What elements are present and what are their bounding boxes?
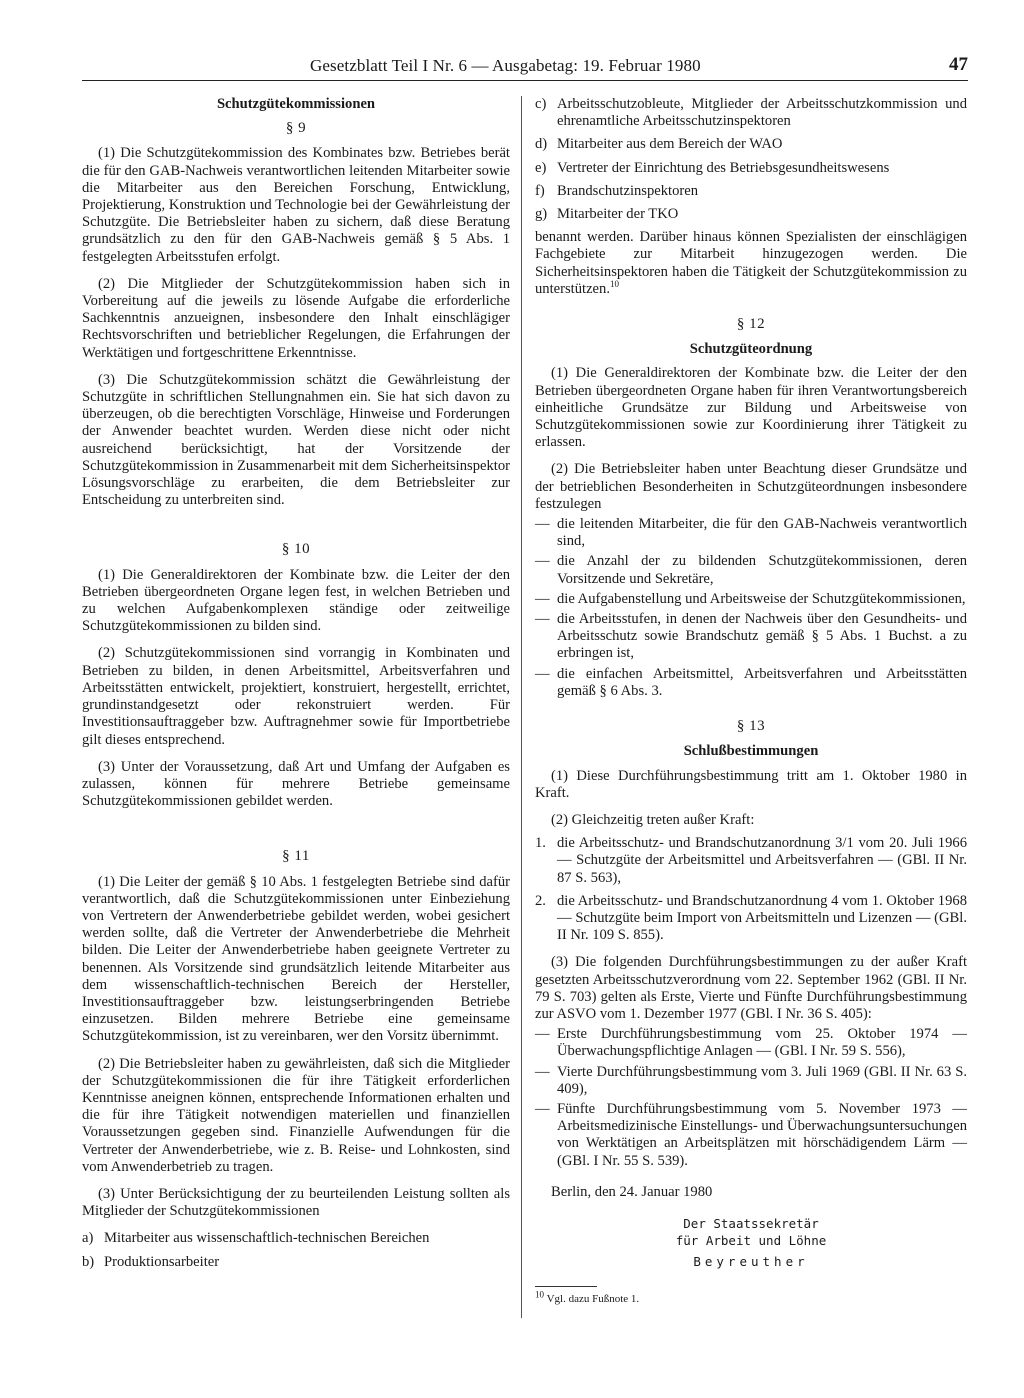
- s11-paragraph-2: (2) Die Betriebsleiter haben zu gewährleisten, daß sich die Mitglieder der Schutzgütekommissionen die für ihre Tätigkeit erforderlichen Kenntnisse aneignen können, entsprechende Informationen erhalten und die für ihre Tätigkeit notwendigen materiellen und finanziellen Voraussetzungen gegeben sind. Finanzielle Aufwendungen für die Vertreter der Anwenderbetriebe, wie z. B. Reise- und Lohnkosten, sind vom Anwenderbetrieb zu tragen.: [82, 1055, 510, 1175]
- list-marker: a): [82, 1230, 94, 1247]
- list-item: [82, 1230, 510, 1247]
- dash-item: — Fünfte Durchführungsbestimmung vom 5. November 1973 — Arbeitsmedizinische Einstellungs- und Überwachungsuntersuchungen von Werktätigen an Arbeitsplätzen mit hörschädigendem Lärm — (GBl. I Nr. 55 S. 539).: [535, 1100, 967, 1169]
- s10-paragraph-3: (3) Unter der Voraussetzung, daß Art und Umfang der Aufgaben es zulassen, können für mehrere Betriebe gemeinsame Schutzgütekommissionen gebildet werden.: [82, 758, 510, 810]
- dash-item: — die Arbeitsstufen, in denen der Nachweis über den Gesundheits- und Arbeitsschutz sowie Brandschutz gemäß § 5 Abs. 1 Buchst. a zu erbringen ist,: [535, 611, 967, 662]
- list-marker: b): [82, 1253, 95, 1270]
- s13-paragraph-2: (2) Gleichzeitig treten außer Kraft:: [551, 811, 755, 828]
- list-item: [535, 136, 967, 153]
- s13-paragraph-3: (3) Die folgenden Durchführungsbestimmungen zu der außer Kraft gesetzten Arbeitsschutzverordnung vom 22. September 1962 (GBl. II Nr. 79 S. 703) gelten als Erste, Vierte und Fünfte Durchführungsbestimmung zur ASVO vom 1. Dezember 1977 (GBl. I Nr. 36 S. 405):: [535, 954, 967, 1022]
- list-item: [535, 160, 967, 177]
- page-number: 47: [949, 54, 968, 75]
- list-item-text: Mitarbeiter aus wissenschaftlich-technischen Bereichen: [104, 1230, 430, 1247]
- list-marker: f): [535, 182, 545, 199]
- dash-item: — die Anzahl der zu bildenden Schutzgütekommissionen, deren Vorsitzende und Sekretäre,: [535, 553, 967, 587]
- s9-paragraph-3: (3) Die Schutzgütekommission schätzt die Gewährleistung der Schutzgüte in schriftlichen Stellungnahmen ein. Sie hat sich davon zu überzeugen, ob die berechtigten Vorschläge, Hinweise und Forderungen der Anwender beachtet wurden. Werden diese nicht oder nicht ausreichend berücksichtigt, hat der Vorsitzende der Schutzgütekommission in Zusammenarbeit mit dem Sicherheitsinspektor Lösungsvorschläge zu erarbeiten, die dem Betriebsleiter zur Entscheidung zu unterbreiten sind.: [82, 371, 510, 509]
- right-column: [535, 96, 967, 1306]
- s11-paragraph-3: (3) Unter Berücksichtigung der zu beurteilenden Leistung sollten als Mitglieder der Schutzgütekommissionen: [82, 1185, 510, 1220]
- s13-title: Schlußbestimmungen: [683, 743, 819, 760]
- footnote: [535, 1289, 967, 1306]
- s9-paragraph-2: (2) Die Mitglieder der Schutzgütekommission haben sich in Vorbereitung auf die jeweils zu lösende Aufgabe die erforderliche Sachkenntnis anzueignen, insbesondere den Inhalt einschlägiger Rechtsvorschriften und betrieblicher Regelungen, die Erfahrungen der Werktätigen und fortgeschrittene Erkenntnisse.: [82, 275, 510, 361]
- list-marker: d): [535, 136, 548, 153]
- s12-paragraph-1: (1) Die Generaldirektoren der Kombinate bzw. die Leiter der den Betrieben übergeordneten Organe haben für ihren Verantwortungsbereich einheitliche Grundsätze zur Bildung und Arbeitsweise von Schutzgütekommissionen sowie zur Koordinierung ihrer Tätigkeit zu erlassen.: [535, 365, 967, 451]
- paragraph-label-12: § 12: [736, 316, 766, 333]
- list-item: [535, 183, 967, 200]
- footnote-ref: 10: [609, 278, 619, 289]
- s13-paragraph-1: (1) Diese Durchführungsbestimmung tritt am 1. Oktober 1980 in Kraft.: [535, 767, 967, 801]
- list-item-text: Mitarbeiter der TKO: [557, 206, 679, 223]
- dash-item: — die leitenden Mitarbeiter, die für den GAB-Nachweis verantwortlich sind,: [535, 516, 967, 550]
- list-item-text: Produktionsarbeiter: [104, 1253, 220, 1270]
- list-item-text: Brandschutzinspektoren: [557, 182, 699, 199]
- signature-department: für Arbeit und Löhne: [675, 1232, 827, 1248]
- numbered-item: 2. die Arbeitsschutz- und Brandschutzanordnung 4 vom 1. Oktober 1968 — Schutzgüte beim Import von Arbeitsmitteln und Lizenzen — (GBl. II Nr. 109 S. 855).: [535, 892, 967, 944]
- dash-item: — die Aufgabenstellung und Arbeitsweise der Schutzgütekommissionen,: [535, 590, 966, 607]
- footnote-text: Vgl. dazu Fußnote 1.: [546, 1292, 640, 1305]
- s9-paragraph-1: (1) Die Schutzgütekommission des Kombinates bzw. Betriebes berät die für den GAB-Nachweis verantwortlichen leitenden Mitarbeiter sowie die Mitarbeiter aus den Bereichen Forschung, Entwicklung, Projektierung, Konstruktion und Technologie bei der Gewährleistung der Schutzgüte. Die Betriebsleiter haben zu sichern, daß diese Beratung grundsätzlich zu den für den GAB-Nachweis gemäß § 5 Abs. 1 festgelegten Arbeitsstufen erfolgt.: [82, 145, 510, 265]
- list-item-text: Arbeitsschutzobleute, Mitglieder der Arbeitsschutzkommission und ehrenamtliche Arbeitsschutzinspektoren: [557, 96, 967, 130]
- list-item: [535, 96, 967, 130]
- signature-block: [535, 1215, 967, 1270]
- list-item-text: Mitarbeiter aus dem Bereich der WAO: [557, 136, 783, 153]
- list-marker: g): [535, 206, 548, 223]
- list-item-text: Vertreter der Einrichtung des Betriebsgesundheitswesens: [557, 159, 890, 176]
- column-divider: [521, 96, 522, 1318]
- page-header: [82, 50, 968, 81]
- paragraph-label-9: § 9: [285, 120, 307, 137]
- s12-paragraph-2: (2) Die Betriebsleiter haben unter Beachtung dieser Grundsätze und der betrieblichen Besonderheiten in Schutzgüteordnungen insbesondere festzulegen: [535, 461, 967, 512]
- s12-title: Schutzgüteordnung: [689, 341, 813, 358]
- s11-paragraph-1: (1) Die Leiter der gemäß § 10 Abs. 1 festgelegten Betriebe sind dafür verantwortlich, daß die Schutzgütekommissionen unter Einbeziehung von Vertretern der Anwenderbetriebe gebildet werden, wobei gesichert werden sollte, daß die Vertreter der Anwenderbetriebe die Mehrheit bilden. Die Leiter der Anwenderbetriebe haben geeignete Vertreter zu benennen. Als Vorsitzende sind grundsätzlich leitende Mitarbeiter aus dem wissenschaftlich-technischen Bereich der Hersteller, Investitionsauftraggeber bzw. leistungserbringenden Betriebe einzusetzen. Bilden mehrere Betriebe eine gemeinsame Schutzgütekommission, ist zu vereinbaren, wer den Vorsitz übernimmt.: [82, 873, 510, 1045]
- header-title: Gesetzblatt Teil I Nr. 6 — Ausgabetag: 19. Februar 1980: [310, 56, 701, 75]
- paragraph-label-13: § 13: [736, 718, 766, 735]
- dash-item: — Vierte Durchführungsbestimmung vom 3. Juli 1969 (GBl. II Nr. 63 S. 409),: [535, 1063, 967, 1097]
- paragraph-label-11: § 11: [282, 848, 310, 865]
- left-column: [82, 96, 510, 1277]
- signer-name: Beyreuther: [693, 1253, 809, 1269]
- dash-item: — Erste Durchführungsbestimmung vom 25. Oktober 1974 — Überwachungspflichtige Anlagen — (GBl. I Nr. 59 S. 556),: [535, 1026, 967, 1060]
- list-marker: c): [535, 96, 547, 112]
- footnote-marker: 10: [535, 1289, 544, 1300]
- paragraph-label-10: § 10: [281, 541, 311, 558]
- list-item: [535, 206, 967, 223]
- date-place: Berlin, den 24. Januar 1980: [551, 1183, 713, 1200]
- signature-title: Der Staatssekretär: [683, 1215, 819, 1231]
- s10-paragraph-1: (1) Die Generaldirektoren der Kombinate bzw. die Leiter der den Betrieben übergeordneten Organe legen fest, in welchen Betrieben und zu welchen Aufgabenkomplexen ständige oder zeitweilige Schutzgütekommissionen zu bilden sind.: [82, 566, 510, 635]
- dash-item: — die einfachen Arbeitsmittel, Arbeitsverfahren und Arbeitsstätten gemäß § 6 Abs. 3.: [535, 665, 967, 699]
- footnote-rule: [535, 1286, 597, 1287]
- numbered-item: 1. die Arbeitsschutz- und Brandschutzanordnung 3/1 vom 20. Juli 1966 — Schutzgüte der Arbeitsmittel und Arbeitsverfahren — (GBl. II Nr. 87 S. 563),: [535, 835, 967, 886]
- s10-paragraph-2: (2) Schutzgütekommissionen sind vorrangig in Kombinaten und Betrieben zu bilden, in denen Arbeitsmittel, Arbeitsverfahren und Arbeitsstätten entwickelt, projektiert, konstruiert, hergestellt, errichtet, grundinstandgesetzt oder rekonstruiert werden. Für Investitionsauftraggeber bzw. Auftragnehmer sowie für Importbetriebe gilt dieses entsprechend.: [82, 645, 510, 748]
- section-heading: Schutzgütekommissionen: [216, 96, 376, 112]
- list-marker: e): [535, 159, 547, 176]
- s11-continuation: benannt werden. Darüber hinaus können Spezialisten der einschlägigen Fachgebiete zur Mitarbeit hinzugezogen werden. Die Sicherheitsinspektoren haben die Tätigkeit der Schutzgütekommission zu unterstützen.$^{10}$: [535, 229, 967, 297]
- list-item: [82, 1254, 510, 1271]
